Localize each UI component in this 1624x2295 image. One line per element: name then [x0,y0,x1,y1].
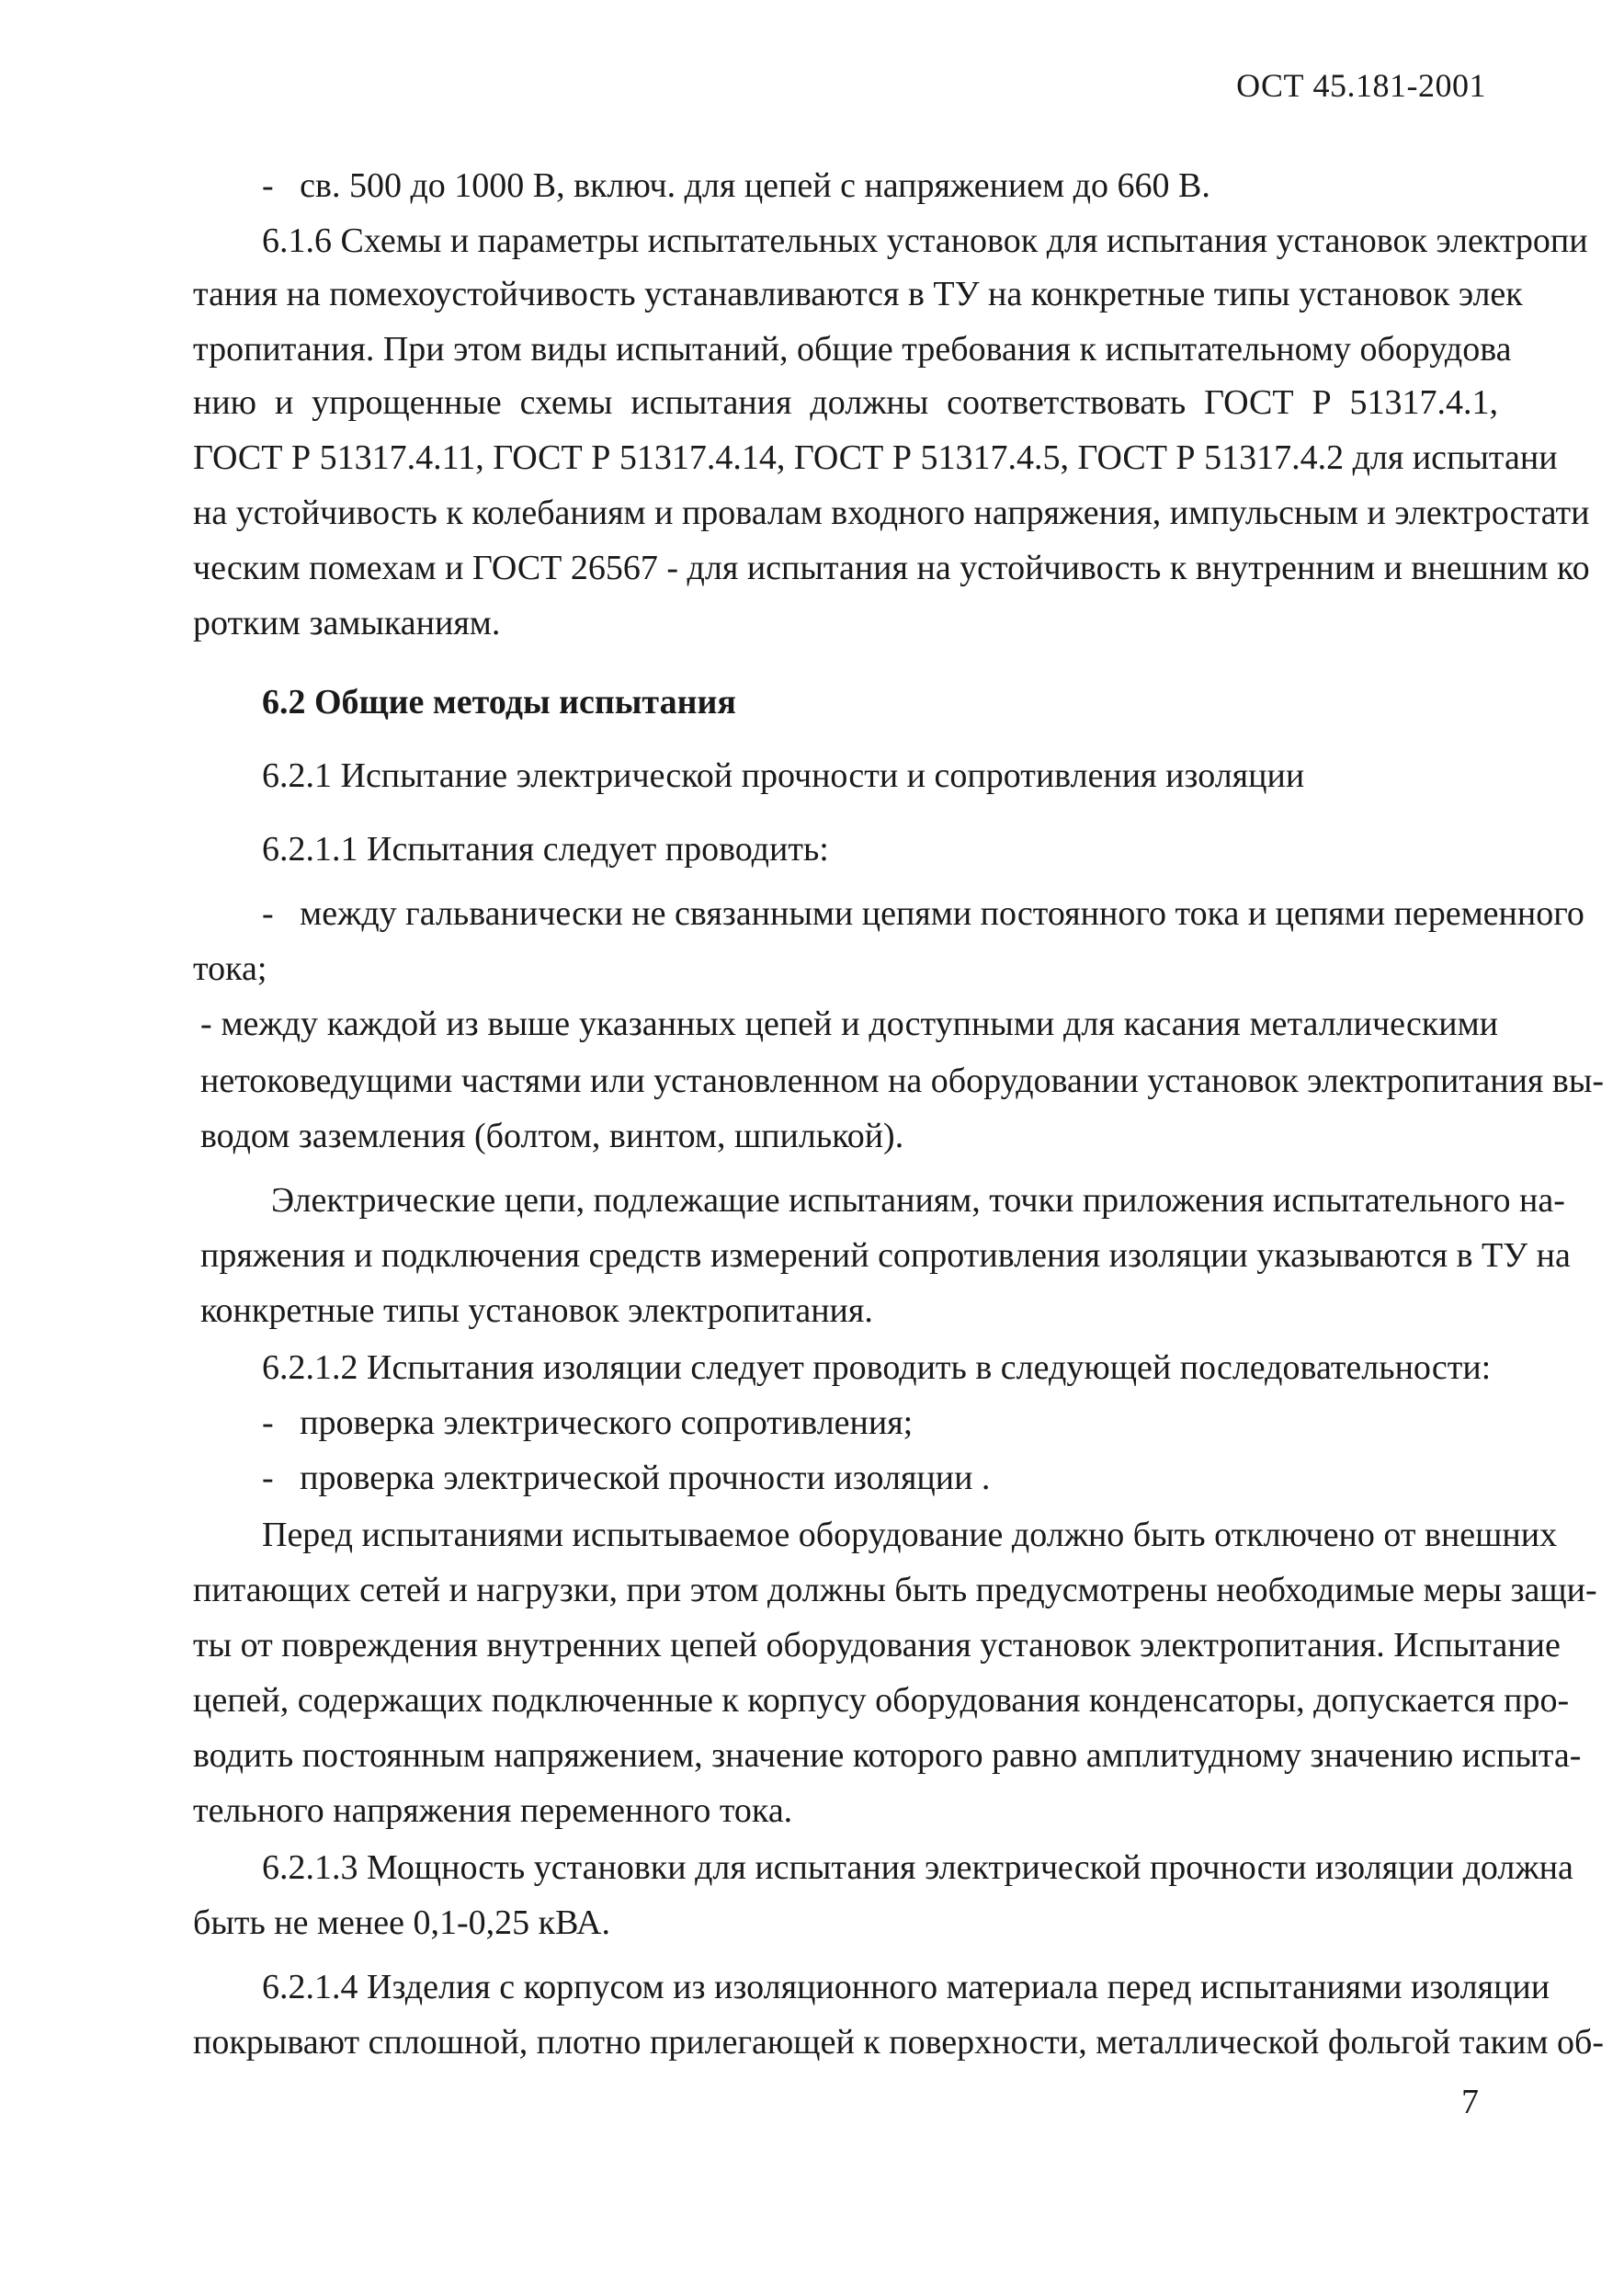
list-item: - между каждой из выше указанных цепей и доступными для касания металлическими [200,1005,1498,1043]
text-line: нию и упрощенные схемы испытания должны соответствовать ГОСТ Р 51317.4.1, [193,383,1498,422]
document-code: ОСТ 45.181-2001 [1236,67,1486,104]
text-line: ческим помехам и ГОСТ 26567 - для испытания на устойчивость к внутренним и внешним ко [193,549,1590,587]
section-heading: 6.2 Общие методы испытания [262,683,736,721]
text-line: тока; [193,949,267,988]
text-line: покрывают сплошной, плотно прилегающей к поверхности, металлической фольгой таким об- [193,2023,1605,2062]
page-number: 7 [1461,2083,1479,2121]
text-line: пряжения и подключения средств измерений сопротивления изоляции указываются в ТУ на [200,1236,1571,1275]
list-item: - проверка электрического сопротивления; [262,1403,914,1442]
text-line: Электрические цепи, подлежащие испытаниям, точки приложения испытательного на- [271,1181,1565,1220]
text-line: на устойчивость к колебаниям и провалам входного напряжения, импульсным и электростати [193,494,1590,532]
text-line: ГОСТ Р 51317.4.11, ГОСТ Р 51317.4.14, ГОСТ Р 51317.4.5, ГОСТ Р 51317.4.2 для испытани [193,438,1558,477]
text-line: водить постоянным напряжением, значение которого равно амплитудному значению испыта- [193,1736,1582,1775]
text-line: цепей, содержащих подключенные к корпусу оборудования конденсаторы, допускается про- [193,1681,1570,1720]
text-line: 6.2.1.3 Мощность установки для испытания электрической прочности изоляции должна [262,1848,1573,1887]
text-line: нетоковедущими частями или установленном на оборудовании установок электропитания вы- [200,1062,1605,1100]
text-line: 6.1.6 Схемы и параметры испытательных установок для испытания установок электропи [262,222,1588,260]
text-line: ротким замыканиям. [193,604,501,642]
text-line: конкретные типы установок электропитания. [200,1291,873,1330]
text-line: быть не менее 0,1-0,25 кВА. [193,1903,610,1942]
text-line: тельного напряжения переменного тока. [193,1791,793,1830]
text-line: 6.2.1.1 Испытания следует проводить: [262,830,829,869]
list-item: - проверка электрической прочности изоляции . [262,1459,991,1497]
text-line: 6.2.1.2 Испытания изоляции следует проводить в следующей последовательности: [262,1348,1492,1387]
text-line: питающих сетей и нагрузки, при этом должны быть предусмотрены необходимые меры защи- [193,1571,1597,1609]
text-line: Перед испытаниями испытываемое оборудование должно быть отключено от внешних [262,1516,1558,1554]
text-line: 6.2.1.4 Изделия с корпусом из изоляционного материала перед испытаниями изоляции [262,1968,1550,2006]
text-line: тания на помехоустойчивость устанавливаются в ТУ на конкретные типы установок элек [193,275,1523,313]
text-line: тропитания. При этом виды испытаний, общие требования к испытательному оборудова [193,330,1512,369]
text-line: ты от повреждения внутренних цепей оборудования установок электропитания. Испытание [193,1626,1561,1664]
text-line: - св. 500 до 1000 В, включ. для цепей с напряжением до 660 В. [262,166,1210,205]
list-item: - между гальванически не связанными цепями постоянного тока и цепями переменного [262,894,1584,933]
text-line: водом заземления (болтом, винтом, шпилькой). [200,1117,904,1155]
subsection-heading: 6.2.1 Испытание электрической прочности и сопротивления изоляции [262,756,1305,795]
